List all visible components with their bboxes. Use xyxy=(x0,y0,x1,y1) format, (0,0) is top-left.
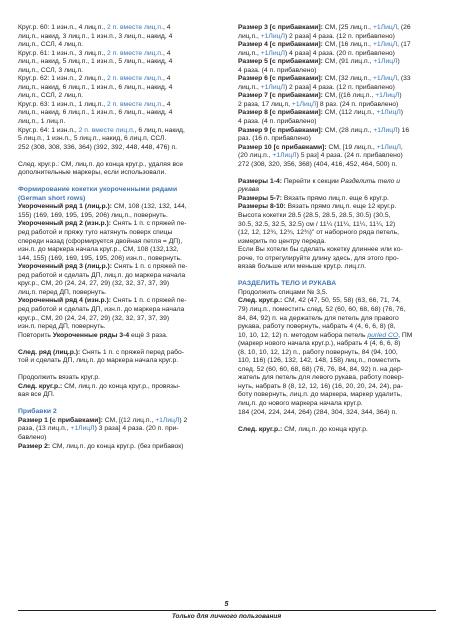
text-line xyxy=(238,33,438,42)
text-segment: (8, 10, 10, 12, 12) п., работу повернуть, 84 (94, 100, xyxy=(238,348,398,356)
text-segment: Укороченные ряды 3-4 xyxy=(52,331,130,339)
text-segment: След. ряд (лиц.р.): xyxy=(18,348,81,356)
text-segment: Круг.р. 64: 1 изн.п., xyxy=(18,126,79,134)
text-segment: Укороченный ряд 2 (изн.р.): xyxy=(18,220,112,228)
text-line xyxy=(18,75,228,84)
text-segment: 2 п. вместе лиц.п. xyxy=(107,49,163,57)
text-segment: ] 8 раз. (24 п. прибавлено) xyxy=(316,100,399,108)
text-segment: ) 5 раз] 4 раза. (24 п. прибавлено) xyxy=(296,152,403,160)
text-line xyxy=(238,161,438,170)
text-line xyxy=(238,24,438,33)
text-segment: +1ЛицЛ xyxy=(373,126,398,134)
text-line xyxy=(18,272,228,281)
text-segment: 4 раза. (4 п. прибавлено) xyxy=(238,118,317,126)
text-segment: ) 3 раза] 4 раза. (20 п. при- xyxy=(94,425,179,433)
right-column xyxy=(238,24,438,443)
text-segment: , (26 xyxy=(397,24,411,31)
text-segment: СМ, [25 лиц.п., xyxy=(322,24,373,31)
text-line xyxy=(238,374,438,383)
text-segment: След. круг.р.: xyxy=(238,425,283,433)
text-line xyxy=(18,255,228,264)
text-line xyxy=(18,383,228,392)
text-segment: +1ЛицЛ xyxy=(70,425,95,433)
text-block xyxy=(18,24,228,152)
text-segment: , 4 xyxy=(162,24,171,31)
text-segment: Продолжить вязать круг.р. xyxy=(18,374,100,382)
text-line xyxy=(238,127,438,136)
section-heading: Формирование кокетки укороченными рядами xyxy=(18,186,178,194)
text-block xyxy=(18,349,228,366)
text-segment: роче, то отрегулируйте длину здесь, для этого про- xyxy=(238,254,399,262)
text-segment: лиц.п., xyxy=(238,32,261,40)
text-segment: след. 52 (60, 60, 68, 68) (76, 76, 84, 84, 92) п. на дер- xyxy=(238,365,404,373)
text-segment: Снять 1 п. с пряжей пе- xyxy=(112,263,188,271)
text-line xyxy=(18,306,228,315)
text-segment: ) 2 раза] 4 раза. (12 п. прибавлено) xyxy=(284,83,395,91)
text-segment: +1ЛицЛ xyxy=(376,143,401,151)
text-line xyxy=(18,67,228,76)
text-segment: 4 раза. (4 п. прибавлено) xyxy=(238,66,317,74)
text-line xyxy=(238,195,438,204)
text-line xyxy=(18,220,228,229)
text-segment: ) xyxy=(397,58,400,66)
text-line xyxy=(18,50,228,59)
text-segment: +1ЛицЛ xyxy=(260,83,285,91)
text-line xyxy=(18,408,228,417)
text-segment: Размер 1 [с прибавками]: xyxy=(18,416,103,424)
text-line xyxy=(238,212,438,221)
text-segment: (12, 12, 12¾, 12¾, 12¾)" от наборного ряда петель, xyxy=(238,229,400,237)
text-segment: , ПМ xyxy=(398,331,413,339)
text-segment: ) xyxy=(399,92,402,100)
footer-note: Только для личного пользования xyxy=(171,613,282,620)
text-segment: лиц.п., xyxy=(238,49,261,57)
text-line xyxy=(238,109,438,118)
text-segment: ) 16 xyxy=(397,126,410,134)
text-line xyxy=(238,75,438,84)
text-line xyxy=(238,391,438,400)
text-segment: СМ, 42 (47, 50, 55, 58) (63, 66, 71, 74, xyxy=(282,297,401,305)
text-segment: 155) (169, 169, 195, 195, 206) лиц.п., повернуть. xyxy=(18,211,168,219)
text-segment: изн.п. перед ДП, повернуть. xyxy=(18,323,106,331)
text-segment: (маркер нового начала круг.р.), набрать 4 (4, 6, 6, 8) xyxy=(238,340,401,348)
text-line xyxy=(238,92,438,101)
text-segment: лиц.п., xyxy=(238,83,261,91)
text-line xyxy=(18,118,228,127)
text-line xyxy=(238,144,438,153)
text-line xyxy=(18,169,228,178)
text-line xyxy=(18,238,228,247)
left-column xyxy=(18,24,228,460)
text-block xyxy=(238,178,438,272)
text-segment: Размер 9 [с прибавками]: xyxy=(238,126,323,134)
text-segment: Вязать прямо лиц.п. еще 12 круг.р. xyxy=(285,203,397,211)
text-segment: лиц.п., накид, 6 лиц.п., 1 изн.п., 6 лиц.п., накид, 4 xyxy=(18,109,173,117)
text-segment: , 4 xyxy=(162,100,171,108)
text-segment: , 4 xyxy=(162,75,171,83)
text-segment: +1ЛицЛ xyxy=(272,152,297,160)
text-segment: Размер 5 [с прибавками]: xyxy=(238,58,323,66)
text-line xyxy=(238,238,438,247)
text-segment: 30.5, 32.5, 32.5, 32.5) см / 11¼ (11¼, 11¼, 11¼, 12) xyxy=(238,220,396,228)
text-segment: След. круг.р.: xyxy=(238,297,283,305)
text-segment: лиц.п., накид, 5 лиц.п., 1 изн.п., 5 лиц.п., накид, 4 xyxy=(18,58,173,66)
text-segment: Размеры 8-10: xyxy=(238,203,286,211)
text-segment: круг.р., СМ, 20 (24, 24, 27, 29) (32, 32, 37, 37, 39) xyxy=(18,280,170,288)
text-segment: Перейти к секции xyxy=(281,177,341,185)
text-line xyxy=(238,178,438,187)
text-segment: (20 лиц.п., xyxy=(238,152,273,160)
text-segment: +1ЛицЛ xyxy=(260,49,285,57)
text-line xyxy=(238,221,438,230)
text-block xyxy=(18,408,228,451)
text-segment: , xyxy=(400,143,403,151)
text-segment: Размер 8 [с прибавками]: xyxy=(238,109,323,117)
text-block xyxy=(18,374,228,400)
text-segment: СМ, [(16 лиц.п., xyxy=(322,92,376,100)
text-segment: СМ, 108 (132, 132, 144, xyxy=(112,203,187,211)
text-segment: СМ, лиц.п. до конца круг.р. xyxy=(282,425,368,433)
text-segment: 84, 84, 92) п. на держатель для петель для правого xyxy=(238,314,399,322)
text-line xyxy=(238,255,438,264)
text-line xyxy=(238,340,438,349)
text-segment: раза, (13 лиц.п., xyxy=(18,425,71,433)
text-segment: Размер 10 [с прибавками]: xyxy=(238,143,327,151)
text-segment: 272 (308, 320, 356, 368) (404, 416, 452, 464, 500) п. xyxy=(238,160,398,168)
text-line xyxy=(18,332,228,341)
text-segment: 2 п. вместе лиц.п. xyxy=(107,100,163,108)
text-line xyxy=(238,50,438,59)
text-line xyxy=(18,109,228,118)
text-line xyxy=(18,425,228,434)
text-segment: ещё 3 раза. xyxy=(129,331,168,339)
text-line xyxy=(238,67,438,76)
text-segment: лиц.п., накид, 3 лиц.п., 1 изн.п., 3 лиц.п., накид, 4 xyxy=(18,32,173,40)
footer-divider xyxy=(18,610,436,611)
text-line xyxy=(18,297,228,306)
pattern-link[interactable]: purled CO xyxy=(367,331,399,339)
text-segment: ) 2 раза] 4 раза. (12 п. прибавлено) xyxy=(284,32,395,40)
text-line xyxy=(18,101,228,110)
text-segment: ) 4 раза] 4 раза. (20 п. прибавлено) xyxy=(284,49,395,57)
text-segment: +1ЛицЛ xyxy=(155,416,180,424)
text-segment: Круг.р. 61: 1 изн.п., 3 лиц.п., xyxy=(18,49,108,57)
text-segment: Повторить xyxy=(18,331,53,339)
text-line xyxy=(18,357,228,366)
text-segment: 184 (204, 224, 244, 264) (284, 304, 324, 344, 364) п. xyxy=(238,408,398,416)
text-segment: 5 лиц.п., 1 изн.п., 5 лиц.п., накид, 6 лиц.п, ССЛ. xyxy=(18,135,167,143)
text-segment: боту повернуть, лиц.п. до маркера, маркер удалить, xyxy=(238,391,402,399)
text-line xyxy=(18,280,228,289)
text-line xyxy=(238,58,438,67)
text-segment: спереди назад (сформируется двойная петля = ДП), xyxy=(18,237,183,245)
text-line xyxy=(238,297,438,306)
text-line xyxy=(18,58,228,67)
text-line xyxy=(18,315,228,324)
text-segment: лиц.п., ССЛ, 2 лиц.п. xyxy=(18,92,84,100)
text-segment: След. круг.р.: xyxy=(18,382,63,390)
text-segment: +1ЛицЛ xyxy=(260,32,285,40)
text-segment: 110, 116) (126, 132, 142, 148, 158) лиц.п., поместить xyxy=(238,357,401,365)
text-segment: дополнительные маркеры, если использовали. xyxy=(18,169,167,177)
text-line xyxy=(18,41,228,50)
text-segment: +1ЛицЛ xyxy=(291,100,317,108)
text-segment: рукава xyxy=(238,186,259,194)
text-line xyxy=(238,409,438,418)
text-segment: , (33 xyxy=(397,75,411,83)
text-block xyxy=(18,161,228,178)
text-segment: Вязать прямо лиц.п. еще 6 круг.р. xyxy=(281,194,389,202)
text-line xyxy=(18,33,228,42)
text-segment: , 6 лиц.п, накид, xyxy=(134,126,185,134)
text-segment: Если Вы хотели бы сделать кокетку длиннее или ко- xyxy=(238,246,403,254)
text-line xyxy=(238,280,438,289)
text-segment: рукава, работу повернуть, набрать 4 (4, 6, 6, 8) (8, xyxy=(238,323,396,331)
text-segment: ) 2 xyxy=(179,416,188,424)
text-line xyxy=(18,434,228,443)
text-segment: След. круг.р.: СМ, лиц.п. до конца круг.р., удаляя все xyxy=(18,160,184,168)
text-line xyxy=(18,24,228,33)
text-line xyxy=(238,246,438,255)
text-segment: Размер 6 [с прибавками]: xyxy=(238,75,323,83)
text-segment: +1ЛицЛ xyxy=(373,58,398,66)
text-segment: , (17 xyxy=(397,41,411,49)
text-block xyxy=(18,186,228,340)
text-segment: Укороченный ряд 4 (изн.р.): xyxy=(18,297,112,305)
text-segment: лиц.п. перед ДП, повернуть. xyxy=(18,288,107,296)
text-segment: Круг.р. 62: 1 изн.п., 2 лиц.п., xyxy=(18,75,108,83)
text-segment: СМ, [32 лиц.п., xyxy=(322,75,373,83)
text-segment: бавлено) xyxy=(18,434,47,442)
text-segment: Круг.р. 63: 1 изн.п., 1 лиц.п., xyxy=(18,100,108,108)
text-segment: лиц.п., ССЛ, 4 лиц.п. xyxy=(18,41,84,49)
text-segment: вая все ДП. xyxy=(18,391,55,399)
text-segment: круг.р., СМ, 20 (24, 24, 27, 29) (32, 32, 37, 37, 39) xyxy=(18,314,170,322)
text-line xyxy=(238,323,438,332)
text-segment: , 4 xyxy=(162,49,171,57)
text-segment: Укороченный ряд 1 (лиц.р.): xyxy=(18,203,113,211)
text-segment: ред работой и пряжу туго натянуть поверх спицы xyxy=(18,229,173,237)
text-line xyxy=(238,203,438,212)
text-line xyxy=(18,127,228,136)
section-heading: Прибавки 2 xyxy=(18,408,57,416)
text-segment: Круг.р. 60: 1 изн.п., 4 лиц.п., xyxy=(18,24,108,31)
text-segment: Разделить тело и xyxy=(340,177,401,185)
text-line xyxy=(18,417,228,426)
text-segment: Размер 3 [с прибавками]: xyxy=(238,24,323,31)
text-line xyxy=(18,391,228,400)
text-line xyxy=(18,443,228,452)
text-line xyxy=(238,135,438,144)
text-line xyxy=(238,186,438,195)
text-line xyxy=(238,400,438,409)
text-line xyxy=(18,92,228,101)
page-number: 5 xyxy=(224,601,229,608)
text-segment: СМ, (91 лиц.п., xyxy=(322,58,374,66)
text-line xyxy=(238,426,438,435)
text-segment: жатель для петель для левого рукава, работу повер- xyxy=(238,374,404,382)
text-line xyxy=(18,323,228,332)
text-segment: Снять 1 п. с пряжей перед рабо- xyxy=(80,348,184,356)
text-segment: 144, 155) (169, 169, 195, 195, 206) изн.п., повернуть. xyxy=(18,254,182,262)
section-heading: (German short rows) xyxy=(18,194,86,202)
text-segment: СМ, (112 лиц.п., xyxy=(322,109,377,117)
text-segment: 79) лиц.п., поместить след. 52 (60, 60, 68, 68) (76, 76, xyxy=(238,305,406,313)
text-segment: СМ, [19 лиц.п., xyxy=(326,143,377,151)
text-segment: +1ЛицЛ xyxy=(372,41,398,49)
text-segment: измерить по центру переда. xyxy=(238,237,327,245)
text-line xyxy=(18,84,228,93)
text-line xyxy=(238,41,438,50)
text-line xyxy=(18,263,228,272)
text-line xyxy=(18,246,228,255)
text-segment: 2 п. вместе лиц.п. xyxy=(107,24,163,31)
text-segment: 10, 10, 12, 12) п. методом набора петель xyxy=(238,331,368,339)
text-block xyxy=(238,24,438,169)
section-heading: РАЗДЕЛИТЬ ТЕЛО И РУКАВА xyxy=(238,280,337,288)
text-segment: 2 п. вместе лиц.п. xyxy=(107,75,163,83)
text-line xyxy=(238,263,438,272)
text-block xyxy=(238,280,438,417)
text-segment: ред работой и сделать ДП, лиц.п. до маркера начала xyxy=(18,271,186,279)
text-segment: СМ, [(12 лиц.п., xyxy=(102,416,156,424)
text-segment: 2 п. вместе лиц.п. xyxy=(78,126,135,134)
text-line xyxy=(18,229,228,238)
text-segment: СМ, лиц.п. до конца круг.р. (без прибавок) xyxy=(50,442,184,450)
text-line xyxy=(238,315,438,324)
text-line xyxy=(18,203,228,212)
text-segment: вязав больше или меньше круг.р. лиц.гл. xyxy=(238,263,367,271)
text-segment: Снять 1 п. с пряжей пе- xyxy=(111,220,187,228)
text-segment: Укороченный ряд 3 (лиц.р.): xyxy=(18,263,113,271)
text-segment: изн.п. до маркера начала круг.р., СМ, 108 (132,132, xyxy=(18,246,179,254)
text-block xyxy=(238,426,438,435)
text-segment: Размер 2: xyxy=(18,442,51,450)
text-line xyxy=(238,118,438,127)
text-line xyxy=(238,332,438,341)
text-line xyxy=(18,161,228,170)
text-segment: Размеры 5-7: xyxy=(238,194,282,202)
text-segment: ) xyxy=(400,109,404,117)
text-line xyxy=(238,289,438,298)
text-segment: Снять 1 п. с пряжей пе- xyxy=(111,297,187,305)
text-segment: СМ, (28 лиц.п., xyxy=(322,126,374,134)
text-line xyxy=(238,152,438,161)
text-segment: Размер 4 [с прибавками]: xyxy=(238,41,323,49)
text-segment: ред работой и сделать ДП, изн.п. до маркера начала xyxy=(18,305,185,313)
text-line xyxy=(18,144,228,153)
text-segment: лиц.п., ССЛ, 3 лиц.п. xyxy=(18,66,84,74)
text-line xyxy=(18,374,228,383)
text-line xyxy=(238,306,438,315)
text-segment: лиц.п., 1 лиц.п. xyxy=(18,118,66,126)
text-line xyxy=(18,135,228,144)
text-line xyxy=(238,357,438,366)
text-segment: +1ЛицЛ xyxy=(372,24,398,31)
text-segment: лиц.п., накид, 6 лиц.п., 1 изн.п., 6 лиц.п., накид, 4 xyxy=(18,83,173,91)
text-segment: СМ, [16 лиц.п., xyxy=(322,41,373,49)
text-segment: той и сделать ДП, лиц.п. до маркера начала круг.р. xyxy=(18,357,179,365)
text-line xyxy=(238,229,438,238)
text-segment: +1ЛицЛ xyxy=(375,92,400,100)
text-segment: 2 раза, 17 лиц.п, xyxy=(238,100,292,108)
text-segment: +1ЛицЛ xyxy=(376,109,401,117)
text-segment: Продолжить спицами № 3,5. xyxy=(238,288,328,296)
text-segment: нуть, набрать 8 (8, 12, 12, 16) (16, 20, 20, 24, 24), ра- xyxy=(238,382,403,390)
text-segment: Размеры 1-4: xyxy=(238,177,282,185)
text-segment: 252 (308, 308, 336, 364) (392, 392, 448, 448, 476) п. xyxy=(18,143,178,151)
text-segment: раз. (16 п. прибавлено) xyxy=(238,135,311,143)
text-segment: Размер 7 [с прибавками]: xyxy=(238,92,323,100)
text-segment: Высота кокетки 28.5 (28.5, 28.5, 28.5, 30.5) (30.5, xyxy=(238,211,391,219)
text-segment: +1ЛицЛ xyxy=(372,75,398,83)
text-line xyxy=(18,186,228,195)
text-segment: СМ, лиц.п. до конца круг.р., провязы- xyxy=(62,382,181,390)
text-segment: лиц.п. до нового маркера начала круг.р. xyxy=(238,399,363,407)
text-line xyxy=(238,349,438,358)
text-line xyxy=(18,349,228,358)
